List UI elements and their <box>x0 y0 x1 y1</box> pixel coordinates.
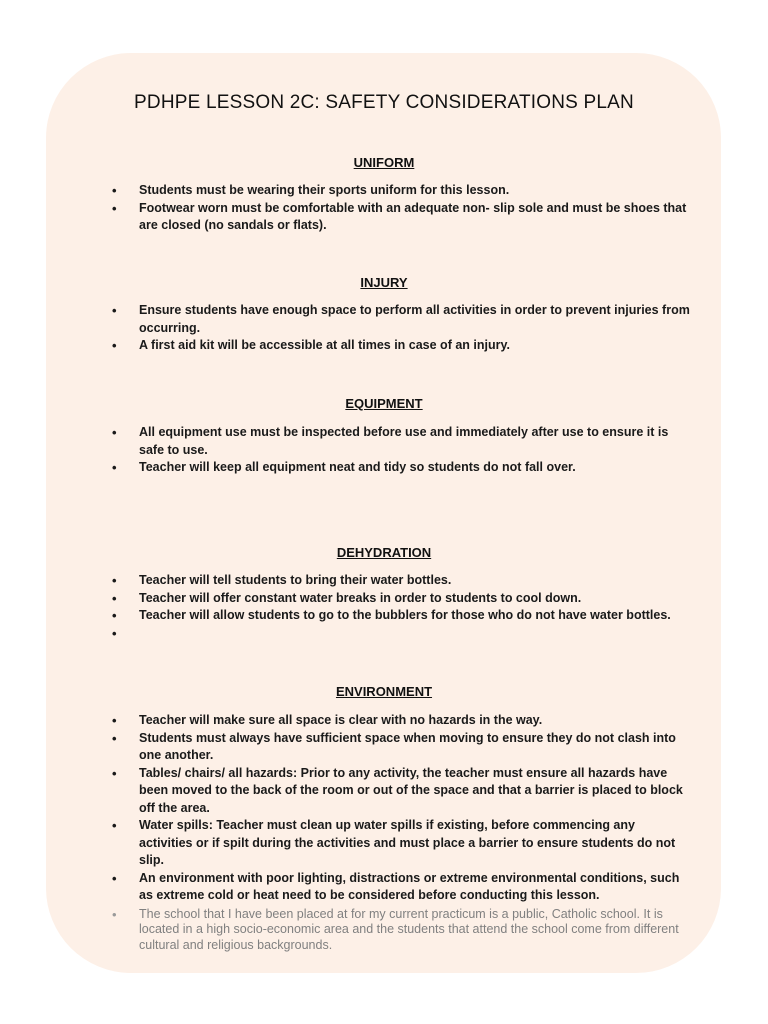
list-item: • Teacher will allow students to go to the bubblers for those who do not have water bottles. <box>112 608 671 623</box>
heading-environment: ENVIRONMENT <box>335 684 433 699</box>
bullet-icon: • <box>112 573 117 588</box>
list-equipment <box>110 424 690 477</box>
heading-injury: INJURY <box>360 275 408 290</box>
heading-equipment: EQUIPMENT <box>345 396 423 411</box>
bullet-icon: • <box>112 425 117 440</box>
list-item: • Teacher will tell students to bring their water bottles. <box>112 573 452 588</box>
heading-uniform: UNIFORM <box>353 155 415 170</box>
list-item: • Students must always have sufficient space when moving to ensure they do not clash into one another. <box>112 730 676 762</box>
page-title: PDHPE LESSON 2C: SAFETY CONSIDERATIONS PLAN <box>134 92 634 113</box>
heading-dehydration: DEHYDRATION <box>336 545 432 560</box>
bullet-icon: • <box>112 590 117 606</box>
list-item-empty <box>110 625 690 643</box>
bullet-icon: • <box>112 713 117 728</box>
list-item: • Tables/ chairs/ all hazards: Prior to any activity, the teacher must ensure all hazards have been moved to the back of the room or out of the space and that a barrier is placed to block off the area. <box>112 765 683 815</box>
list-item: • Footwear worn must be comfortable with an adequate non- slip sole and must be shoes that are closed (no sandals or flats). <box>112 200 687 232</box>
bullet-icon: • <box>112 200 117 216</box>
list-uniform <box>110 182 690 235</box>
bullet-icon: • <box>112 303 117 318</box>
bullet-icon: • <box>112 460 117 475</box>
list-item: • An environment with poor lighting, distractions or extreme environmental conditions, such as extreme cold or heat need to be considered before conducting this lesson. <box>112 870 680 902</box>
list-injury <box>110 302 690 355</box>
bullet-icon: • <box>112 870 117 886</box>
list-item: • Ensure students have enough space to perform all activities in order to prevent injuries from occurring. <box>112 303 690 335</box>
bullet-icon: • <box>112 818 117 833</box>
bullet-icon: • <box>112 625 117 641</box>
list-item: • A first aid kit will be accessible at all times in case of an injury. <box>112 338 510 353</box>
list-item: • Students must be wearing their sports uniform for this lesson. <box>112 183 510 198</box>
bullet-icon: • <box>112 906 117 922</box>
list-item: • Teacher will make sure all space is clear with no hazards in the way. <box>112 713 543 728</box>
list-environment <box>110 712 690 953</box>
bullet-icon: • <box>112 183 117 198</box>
list-item: • Teacher will keep all equipment neat and tidy so students do not fall over. <box>112 460 576 475</box>
list-item-note: • The school that I have been placed at for my current practicum is a public, Catholic school. It is located in a high socio-economic area and the students that attend the school come from different cultural and religious backgrounds. <box>112 906 679 952</box>
list-item: • Teacher will offer constant water breaks in order to students to cool down. <box>112 590 582 606</box>
bullet-icon: • <box>112 338 117 353</box>
list-item: • All equipment use must be inspected before use and immediately after use to ensure it is safe to use. <box>112 425 669 457</box>
list-dehydration <box>110 572 690 642</box>
bullet-icon: • <box>112 730 117 746</box>
bullet-icon: • <box>112 608 117 623</box>
list-item: • Water spills: Teacher must clean up water spills if existing, before commencing any activities or if spilt during the activities and must place a barrier to ensure students do not slip. <box>112 818 676 867</box>
bullet-icon: • <box>112 765 117 781</box>
